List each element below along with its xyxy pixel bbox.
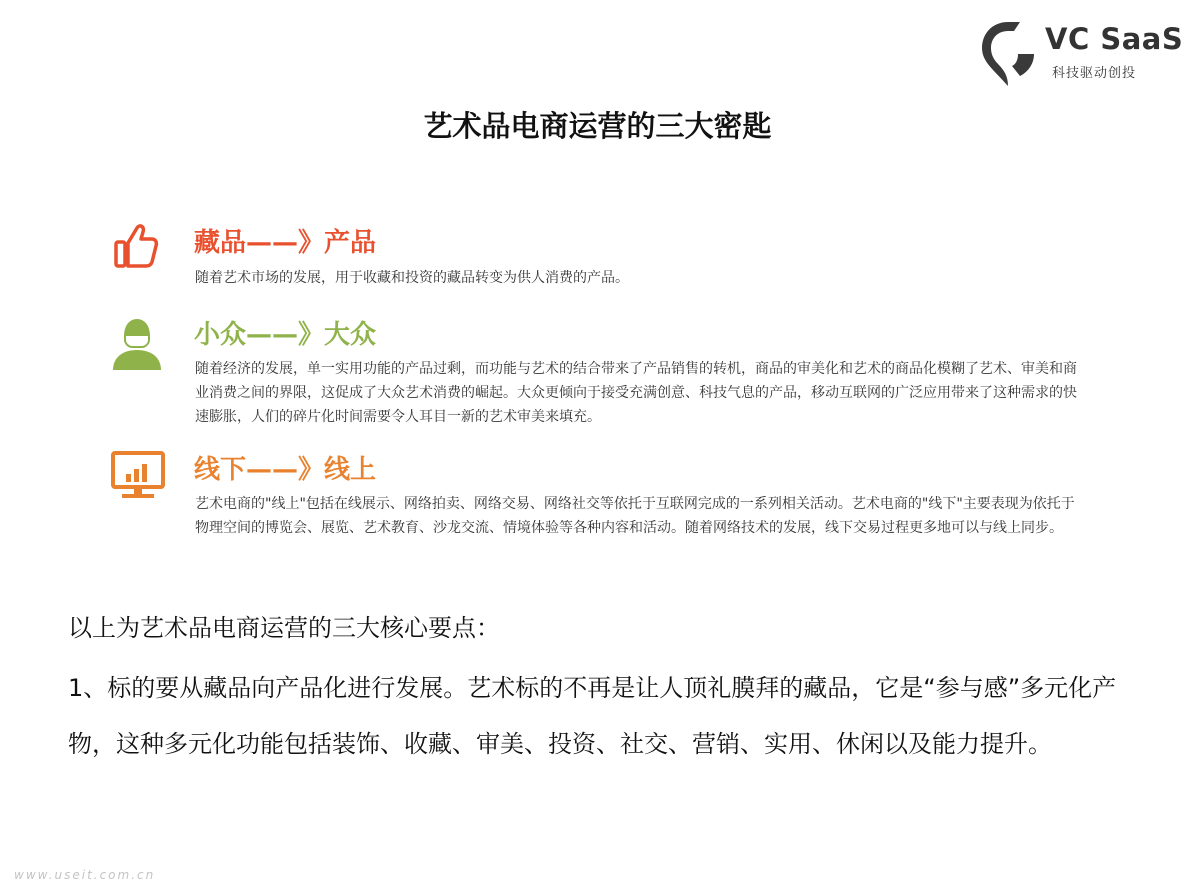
logo-name: VC SaaS xyxy=(1045,22,1184,56)
monitor-chart-icon xyxy=(110,450,166,500)
logo-tagline: 科技驱动创投 xyxy=(1052,66,1137,81)
watermark: www.useit.com.cn xyxy=(14,868,156,882)
section-body-offline-to-online: 艺术电商的"线上"包括在线展示、网络拍卖、网络交易、网络社交等依托于互联网完成的一系列相关活动。艺术电商的"线下"主要表现为依托于物理空间的博览会、展览、艺术教育、沙龙交流、情境体验等各种内容和活动。随着网络技术的发展，线下交易过程更多地可以与线上同步。 xyxy=(195,496,1075,536)
section-heading-collectible-to-product: 藏品——》产品 xyxy=(194,228,377,258)
section-body-niche-to-mass: 随着经济的发展，单一实用功能的产品过剩，而功能与艺术的结合带来了产品销售的转机，商品的审美化和艺术的商品化模糊了艺术、审美和商业消费之间的界限，这促成了大众艺术消费的崛起。大众更倾向于接受充满创意、科技气息的产品，移动互联网的广泛应用带来了这种需求的快速膨胀，人们的碎片化时间需要令人耳目一新的艺术审美来填充。 xyxy=(195,361,1077,425)
section-heading-offline-to-online: 线下——》线上 xyxy=(194,455,377,485)
thumbs-up-icon xyxy=(108,218,162,272)
vc-saas-logo xyxy=(978,18,1184,88)
page-title: 艺术品电商运营的三大密匙 xyxy=(423,109,772,143)
key-point-1: 1、标的要从藏品向产品化进行发展。艺术标的不再是让人顶礼膜拜的藏品，它是“参与感”多元化产物，这种多元化功能包括装饰、收藏、审美、投资、社交、营销、实用、休闲以及能力提升。 xyxy=(68,674,1117,758)
vc-saas-logo-mark-icon xyxy=(978,18,1038,90)
summary-intro: 以上为艺术品电商运营的三大核心要点： xyxy=(68,614,500,642)
section-heading-niche-to-mass: 小众——》大众 xyxy=(194,320,377,350)
person-icon xyxy=(110,316,164,370)
section-body-collectible-to-product: 随着艺术市场的发展，用于收藏和投资的藏品转变为供人消费的产品。 xyxy=(195,270,629,286)
